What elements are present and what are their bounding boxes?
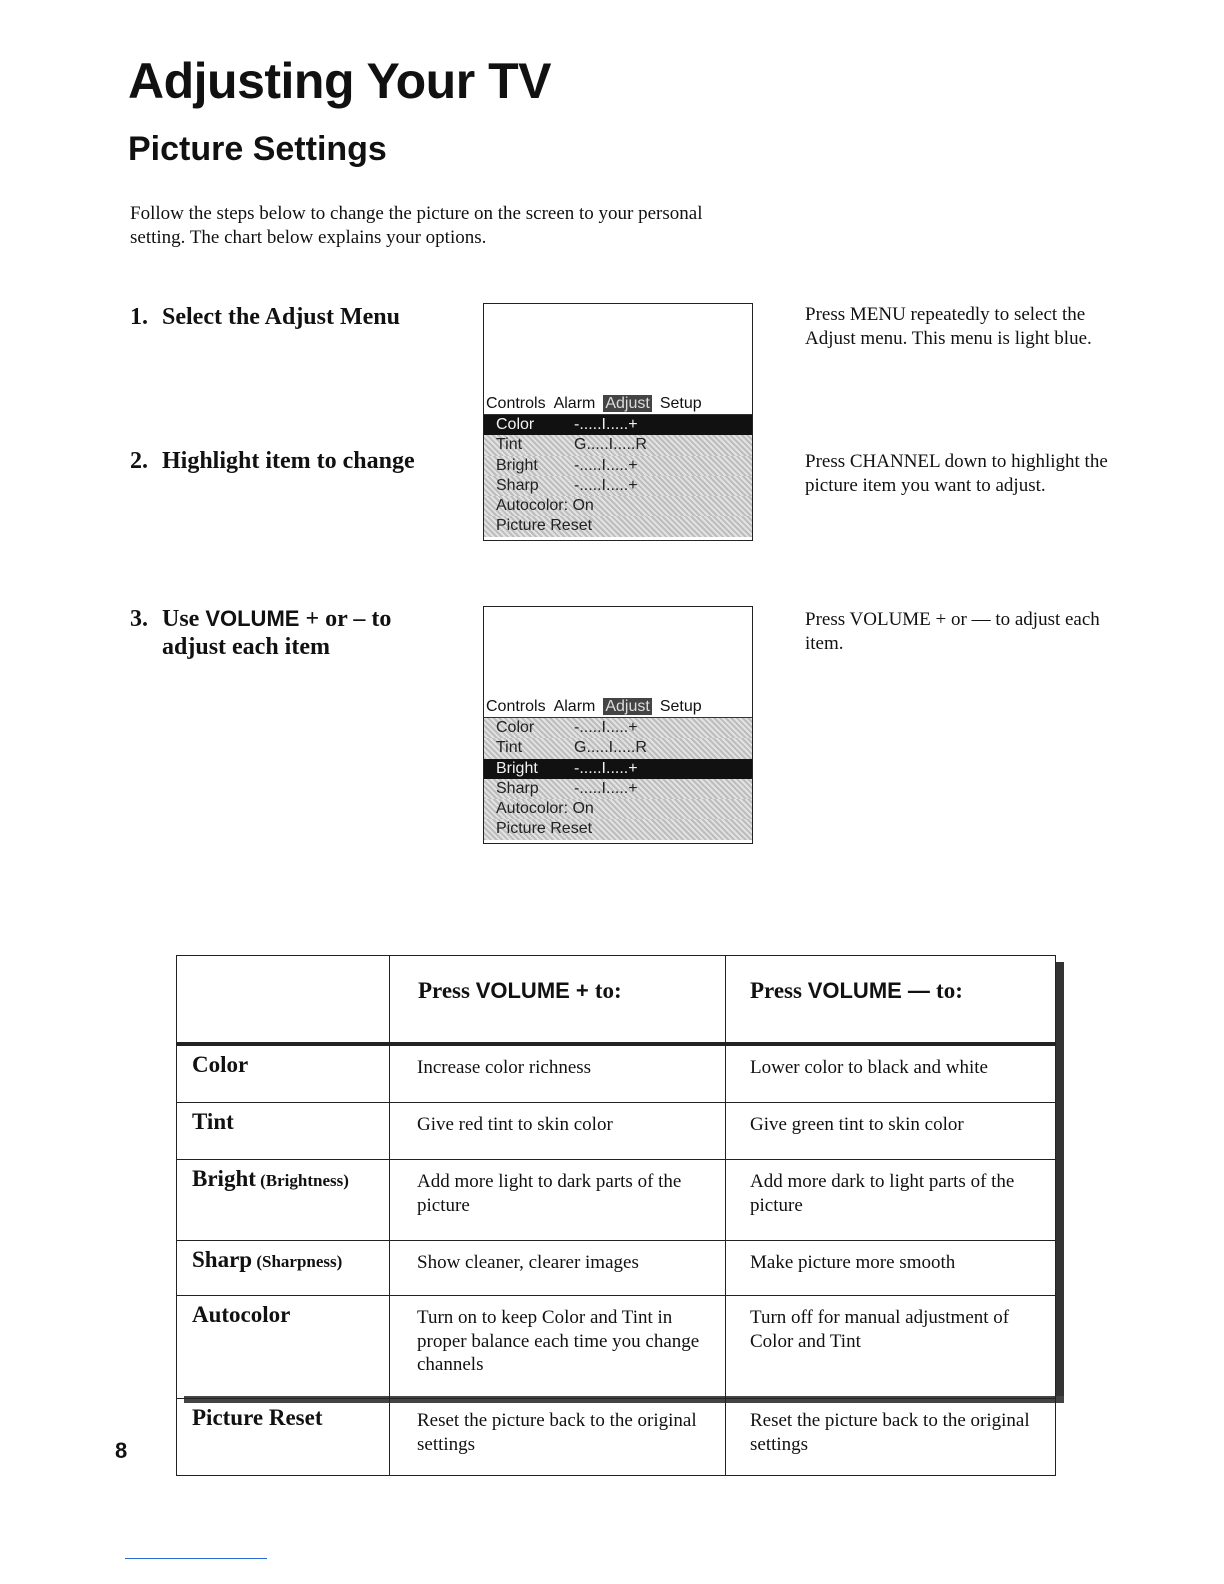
volume-minus-effect: Turn off for manual adjustment of Color and Tint	[726, 1296, 1056, 1399]
step-3-description: Press VOLUME + or — to adjust each item.	[805, 609, 1100, 654]
tv-item-sharp	[484, 779, 752, 799]
table-header-empty	[177, 956, 390, 1045]
step-1	[130, 303, 400, 331]
tv-item-color	[484, 718, 752, 738]
tv-item-label: Tint	[496, 739, 523, 757]
volume-minus-effect: Lower color to black and white	[726, 1044, 1056, 1103]
tv-item-label: Color	[496, 719, 535, 736]
header-key: VOLUME —	[807, 978, 937, 1003]
tv-menu-items	[484, 415, 752, 537]
setting-name-text: Sharp	[192, 1247, 253, 1272]
header-text: Press	[418, 978, 476, 1003]
table-row	[177, 1103, 1056, 1160]
setting-name	[177, 1399, 390, 1476]
volume-minus-effect: Add more dark to light parts of the picture	[726, 1160, 1056, 1241]
tv-tab-setup: Setup	[659, 395, 702, 412]
setting-name	[177, 1160, 390, 1241]
setting-name	[177, 1044, 390, 1103]
volume-plus-effect: Show cleaner, clearer images	[390, 1241, 726, 1296]
tv-item-picture-reset	[484, 819, 752, 839]
tv-item-label: Sharp	[496, 476, 539, 494]
setting-name-text: Tint	[192, 1109, 234, 1134]
tv-item-label: Sharp	[496, 779, 539, 797]
tv-item-bright	[484, 456, 752, 476]
tv-item-value: -.....I.....+	[574, 416, 638, 433]
step-text: Select the Adjust Menu	[162, 304, 400, 330]
table-header-row	[177, 956, 1056, 1045]
setting-name-text: Autocolor	[192, 1302, 291, 1327]
step-text-line2: adjust each item	[162, 634, 330, 660]
header-text: to:	[936, 978, 963, 1003]
table-row	[177, 1241, 1056, 1296]
setting-name	[177, 1103, 390, 1160]
tv-menu-bar	[484, 697, 752, 718]
tv-item-value: -.....I.....+	[574, 456, 638, 474]
table-shadow	[1055, 962, 1064, 1402]
setting-name-full: (Sharpness)	[252, 1252, 343, 1271]
volume-minus-effect: Make picture more smooth	[726, 1241, 1056, 1296]
setting-name	[177, 1241, 390, 1296]
step-2	[130, 447, 415, 475]
tv-item-label: Tint	[496, 436, 523, 454]
tv-item-color	[484, 415, 752, 435]
tv-item-label: Autocolor: On	[496, 800, 594, 818]
tv-tab-adjust: Adjust	[605, 395, 650, 412]
tv-item-value: -.....I.....+	[574, 476, 638, 494]
step-3	[130, 605, 391, 661]
setting-name-text: Picture Reset	[192, 1405, 323, 1430]
tv-item-value: -.....I.....+	[574, 779, 638, 797]
table-row	[177, 1160, 1056, 1241]
tv-item-value: -.....I.....+	[574, 759, 638, 777]
footer-rule	[125, 1558, 267, 1559]
setting-name-text: Bright	[192, 1166, 256, 1191]
tv-menu-items	[484, 718, 752, 840]
header-text: to:	[594, 978, 622, 1003]
tv-item-tint	[484, 738, 752, 758]
tv-item-value: G.....I.....R	[574, 739, 647, 757]
volume-minus-effect: Reset the picture back to the original settings	[726, 1399, 1056, 1476]
step-number: 3.	[130, 606, 148, 632]
tv-item-label: Bright	[496, 456, 538, 474]
step-number: 2.	[130, 448, 148, 474]
volume-plus-effect: Reset the picture back to the original settings	[390, 1399, 726, 1476]
tv-item-autocolor	[484, 799, 752, 819]
step-text-pre: Use	[162, 606, 206, 632]
table-header-volume-plus	[390, 956, 726, 1045]
setting-name-full: (Brightness)	[255, 1171, 349, 1190]
tv-tab-controls: Controls	[486, 698, 546, 715]
tv-menu-bar	[484, 394, 752, 415]
tv-tab-setup: Setup	[659, 698, 702, 715]
setting-name	[177, 1296, 390, 1399]
page-title: Adjusting Your TV	[128, 53, 551, 109]
tv-item-value: -.....I.....+	[574, 719, 638, 736]
tv-tab-alarm: Alarm	[553, 698, 596, 715]
step-text: Highlight item to change	[162, 448, 415, 474]
tv-tab-adjust: Adjust	[605, 698, 650, 715]
tv-item-sharp	[484, 476, 752, 496]
tv-item-autocolor	[484, 496, 752, 516]
step-number: 1.	[130, 304, 148, 330]
header-text: Press	[750, 978, 808, 1003]
header-key: VOLUME +	[475, 978, 595, 1003]
tv-item-label: Bright	[496, 759, 538, 777]
step-text	[162, 605, 391, 661]
tv-menu-screen-bright	[483, 606, 753, 844]
volume-plus-effect: Give red tint to skin color	[390, 1103, 726, 1160]
table-row	[177, 1296, 1056, 1399]
step-text-post: + or – to	[299, 606, 392, 632]
tv-item-picture-reset	[484, 516, 752, 536]
volume-plus-effect: Turn on to keep Color and Tint in proper balance each time you change channels	[390, 1296, 726, 1399]
tv-tab-controls: Controls	[486, 395, 546, 412]
tv-menu-screen-adjust	[483, 303, 753, 541]
tv-item-tint	[484, 435, 752, 455]
tv-item-label: Picture Reset	[496, 820, 593, 838]
page-number: 8	[115, 1438, 128, 1463]
volume-plus-effect: Add more light to dark parts of the picture	[390, 1160, 726, 1241]
volume-key-label: VOLUME	[205, 606, 300, 631]
table-header-volume-minus	[726, 956, 1056, 1045]
volume-minus-effect: Give green tint to skin color	[726, 1103, 1056, 1160]
table-row	[177, 1399, 1056, 1476]
table-row	[177, 1044, 1056, 1103]
tv-tab-alarm: Alarm	[553, 395, 596, 412]
step-2-description: Press CHANNEL down to highlight the picture item you want to adjust.	[805, 451, 1108, 496]
intro-paragraph: Follow the steps below to change the picture on the screen to your personal setting. The chart below explains your options.	[130, 203, 703, 248]
tv-item-label: Autocolor: On	[496, 497, 594, 515]
tv-item-value: G.....I.....R	[574, 436, 647, 454]
setting-name-text: Color	[192, 1052, 249, 1077]
tv-item-label: Picture Reset	[496, 517, 593, 535]
section-title: Picture Settings	[128, 130, 387, 168]
tv-item-label: Color	[496, 416, 535, 433]
step-1-description: Press MENU repeatedly to select the Adjust menu. This menu is light blue.	[805, 304, 1092, 349]
picture-settings-table	[176, 955, 1056, 1476]
volume-plus-effect: Increase color richness	[390, 1044, 726, 1103]
tv-item-bright	[484, 759, 752, 779]
